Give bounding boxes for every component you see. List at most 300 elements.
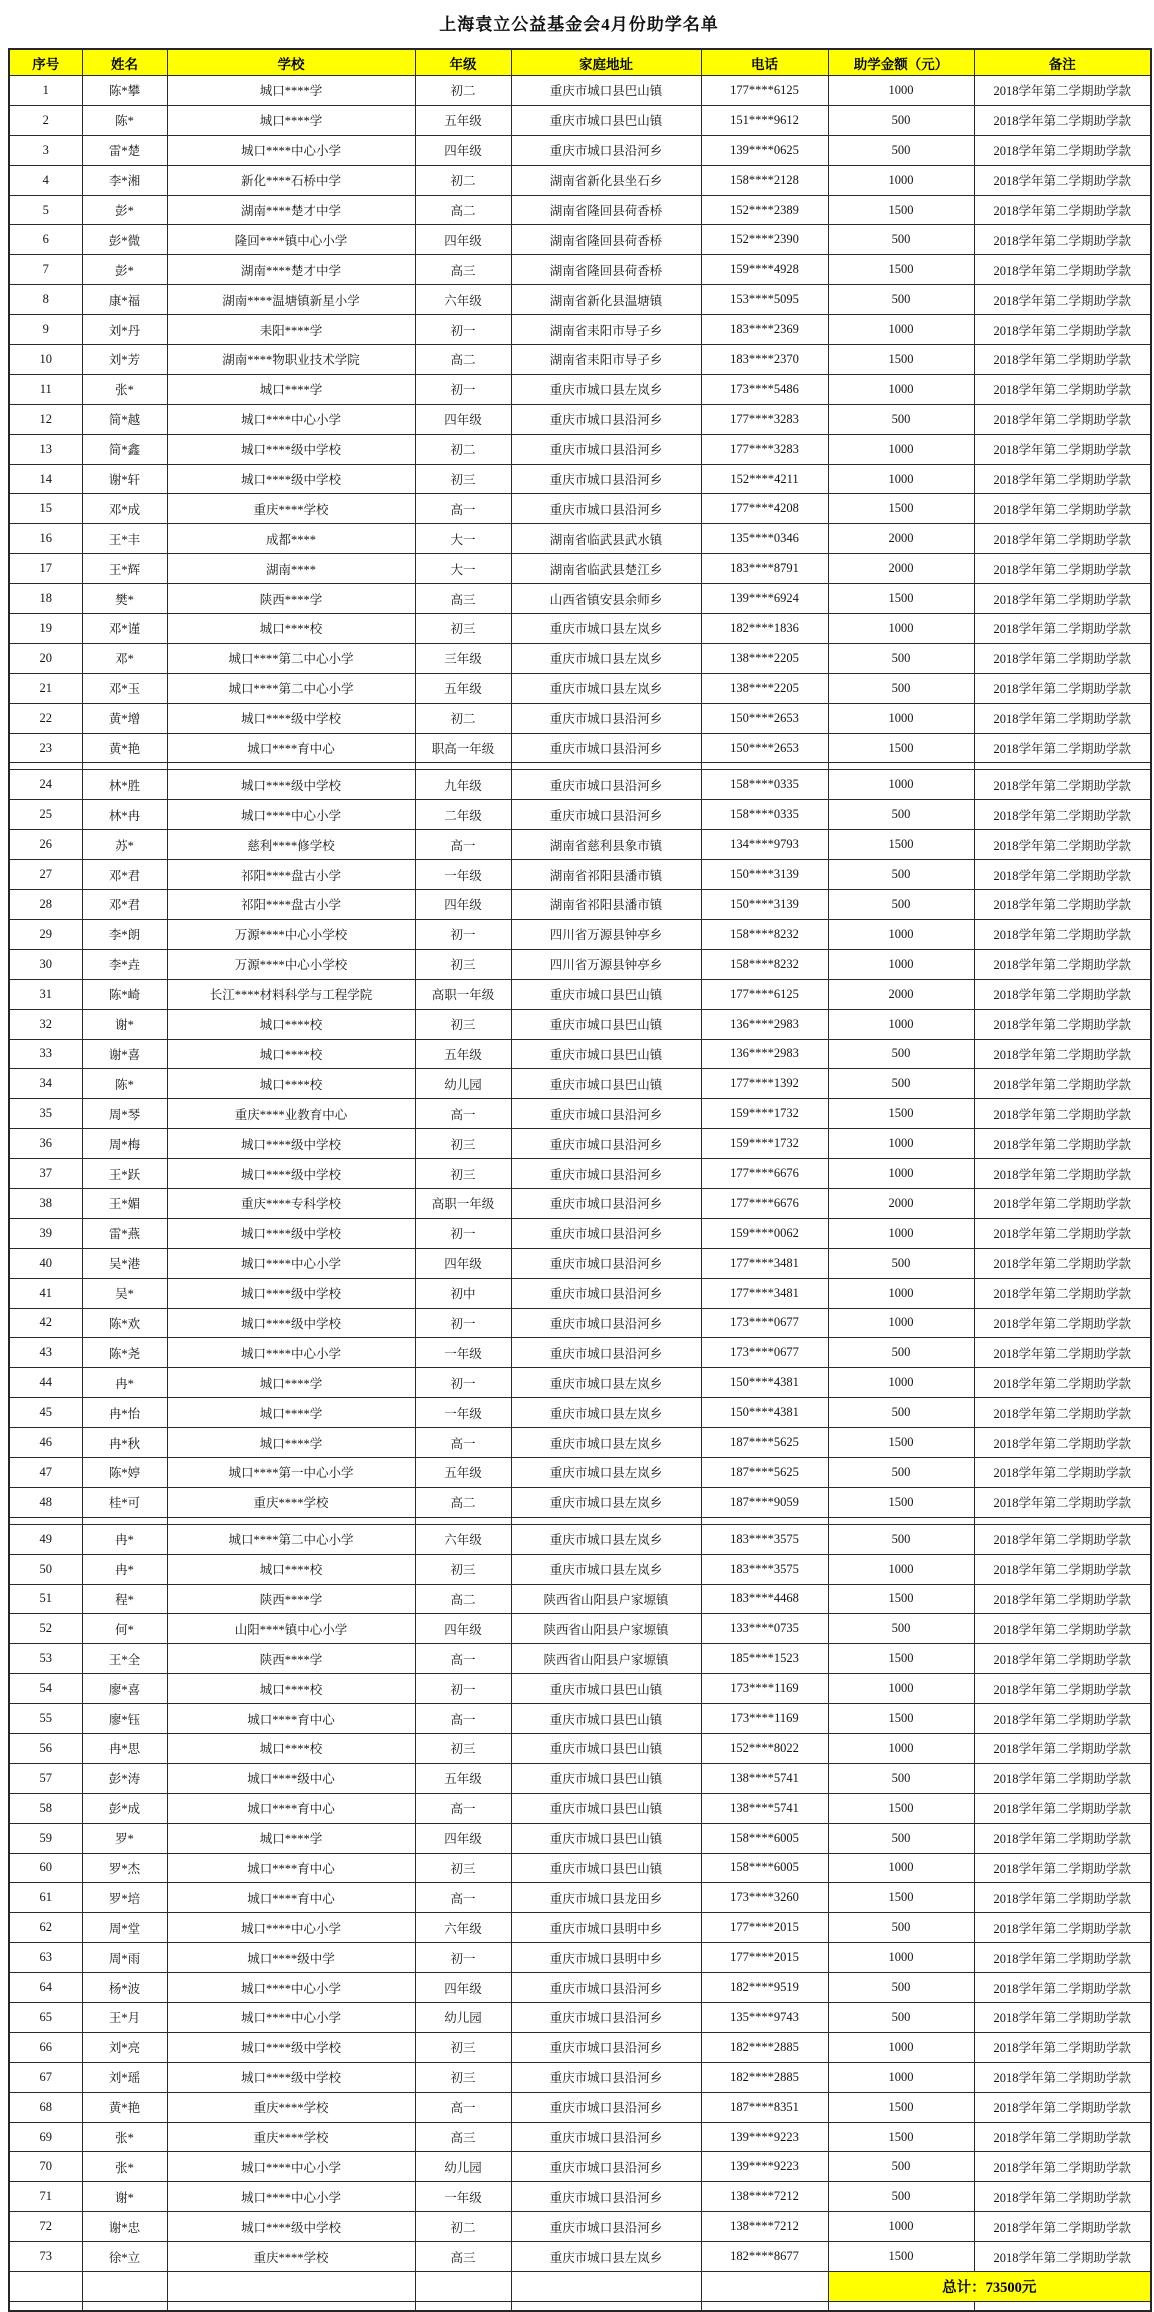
table-row [9, 673, 1151, 703]
cell-address: 重庆市城口县沿河乡 [511, 733, 701, 763]
cell-school: 陕西****学 [167, 1644, 415, 1674]
cell-remark: 2018学年第二学期助学款 [974, 1704, 1151, 1734]
cell-amount: 1500 [828, 2092, 974, 2122]
cell-grade: 五年级 [415, 105, 511, 135]
cell-amount: 500 [828, 225, 974, 255]
cell-phone: 150****3139 [701, 890, 828, 920]
table-row [9, 800, 1151, 830]
cell-grade: 初三 [415, 1853, 511, 1883]
cell-phone: 138****2205 [701, 643, 828, 673]
cell-phone: 187****5625 [701, 1457, 828, 1487]
column-header-school: 学校 [167, 49, 415, 76]
cell-remark: 2018学年第二学期助学款 [974, 315, 1151, 345]
cell-index: 48 [9, 1487, 82, 1517]
cell-index: 18 [9, 584, 82, 614]
table-row [9, 2152, 1151, 2182]
cell-grade: 六年级 [415, 1524, 511, 1554]
cell-address: 湖南省祁阳县潘市镇 [511, 860, 701, 890]
empty-cell [828, 763, 974, 770]
cell-phone: 183****3575 [701, 1554, 828, 1584]
cell-remark: 2018学年第二学期助学款 [974, 733, 1151, 763]
cell-school: 重庆****学校 [167, 2092, 415, 2122]
table-row [9, 979, 1151, 1009]
cell-remark: 2018学年第二学期助学款 [974, 770, 1151, 800]
table-row [9, 2003, 1151, 2033]
cell-grade: 幼儿园 [415, 2152, 511, 2182]
cell-address: 重庆市城口县沿河乡 [511, 135, 701, 165]
table-row [9, 464, 1151, 494]
cell-amount: 500 [828, 105, 974, 135]
cell-name: 陈*婷 [82, 1457, 167, 1487]
cell-amount: 500 [828, 1823, 974, 1853]
cell-index: 49 [9, 1524, 82, 1554]
empty-cell [701, 763, 828, 770]
cell-address: 陕西省山阳县户家塬镇 [511, 1584, 701, 1614]
table-row [9, 1457, 1151, 1487]
cell-name: 周*雨 [82, 1943, 167, 1973]
cell-address: 重庆市城口县沿河乡 [511, 1129, 701, 1159]
cell-amount: 1500 [828, 1883, 974, 1913]
cell-school: 城口****育中心 [167, 1883, 415, 1913]
cell-grade: 四年级 [415, 135, 511, 165]
cell-address: 重庆市城口县巴山镇 [511, 105, 701, 135]
cell-grade: 高一 [415, 1644, 511, 1674]
cell-phone: 177****1392 [701, 1069, 828, 1099]
cell-remark: 2018学年第二学期助学款 [974, 1069, 1151, 1099]
table-row [9, 1614, 1151, 1644]
cell-address: 重庆市城口县巴山镇 [511, 1763, 701, 1793]
cell-remark: 2018学年第二学期助学款 [974, 1733, 1151, 1763]
cell-amount: 500 [828, 1763, 974, 1793]
empty-cell [511, 2272, 701, 2302]
cell-phone: 159****1732 [701, 1099, 828, 1129]
cell-name: 吴* [82, 1278, 167, 1308]
table-row [9, 1644, 1151, 1674]
empty-cell [415, 763, 511, 770]
cell-index: 22 [9, 703, 82, 733]
cell-name: 王*媚 [82, 1188, 167, 1218]
spacer-row [9, 763, 1151, 770]
column-header-remark: 备注 [974, 49, 1151, 76]
table-row [9, 1099, 1151, 1129]
cell-name: 彭* [82, 255, 167, 285]
cell-index: 4 [9, 165, 82, 195]
cell-address: 重庆市城口县沿河乡 [511, 434, 701, 464]
cell-name: 刘*芳 [82, 345, 167, 375]
cell-index: 40 [9, 1248, 82, 1278]
cell-name: 程* [82, 1584, 167, 1614]
cell-grade: 初三 [415, 1159, 511, 1189]
table-row [9, 195, 1151, 225]
cell-remark: 2018学年第二学期助学款 [974, 1554, 1151, 1584]
cell-index: 12 [9, 404, 82, 434]
cell-remark: 2018学年第二学期助学款 [974, 374, 1151, 404]
cell-school: 城口****校 [167, 1069, 415, 1099]
cell-school: 城口****级中学校 [167, 703, 415, 733]
table-row [9, 1159, 1151, 1189]
cell-grade: 初一 [415, 315, 511, 345]
cell-amount: 1000 [828, 2062, 974, 2092]
cell-remark: 2018学年第二学期助学款 [974, 584, 1151, 614]
cell-school: 城口****育中心 [167, 733, 415, 763]
cell-amount: 1500 [828, 195, 974, 225]
cell-index: 47 [9, 1457, 82, 1487]
cell-phone: 150****2653 [701, 703, 828, 733]
cell-school: 城口****级中学校 [167, 464, 415, 494]
cell-address: 陕西省山阳县户家塬镇 [511, 1644, 701, 1674]
cell-phone: 153****5095 [701, 285, 828, 315]
cell-name: 彭*涛 [82, 1763, 167, 1793]
cell-school: 重庆****业教育中心 [167, 1099, 415, 1129]
cell-remark: 2018学年第二学期助学款 [974, 1188, 1151, 1218]
cell-index: 20 [9, 643, 82, 673]
cell-remark: 2018学年第二学期助学款 [974, 1793, 1151, 1823]
cell-school: 城口****第二中心小学 [167, 673, 415, 703]
table-row [9, 860, 1151, 890]
cell-phone: 139****9223 [701, 2122, 828, 2152]
cell-address: 重庆市城口县沿河乡 [511, 1218, 701, 1248]
cell-index: 55 [9, 1704, 82, 1734]
cell-name: 樊* [82, 584, 167, 614]
cell-school: 城口****第二中心小学 [167, 643, 415, 673]
cell-school: 湖南**** [167, 554, 415, 584]
cell-grade: 四年级 [415, 1614, 511, 1644]
cell-amount: 1500 [828, 1487, 974, 1517]
cell-grade: 五年级 [415, 1039, 511, 1069]
cell-index: 35 [9, 1099, 82, 1129]
cell-name: 冉*怡 [82, 1398, 167, 1428]
table-row [9, 643, 1151, 673]
cell-name: 王*全 [82, 1644, 167, 1674]
cell-grade: 四年级 [415, 225, 511, 255]
cell-remark: 2018学年第二学期助学款 [974, 76, 1151, 106]
cell-phone: 138****2205 [701, 673, 828, 703]
cell-amount: 1500 [828, 1644, 974, 1674]
cell-address: 重庆市城口县左岚乡 [511, 1368, 701, 1398]
cell-school: 城口****中心小学 [167, 1913, 415, 1943]
table-row [9, 1823, 1151, 1853]
table-row [9, 2062, 1151, 2092]
cell-phone: 159****4928 [701, 255, 828, 285]
cell-phone: 182****2885 [701, 2062, 828, 2092]
cell-phone: 150****2653 [701, 733, 828, 763]
empty-cell [82, 2272, 167, 2302]
cell-index: 38 [9, 1188, 82, 1218]
cell-address: 重庆市城口县巴山镇 [511, 1674, 701, 1704]
table-row [9, 1674, 1151, 1704]
cell-index: 29 [9, 919, 82, 949]
cell-index: 69 [9, 2122, 82, 2152]
cell-amount: 500 [828, 2003, 974, 2033]
cell-school: 城口****学 [167, 1398, 415, 1428]
cell-phone: 177****3481 [701, 1278, 828, 1308]
cell-name: 李*垚 [82, 949, 167, 979]
cell-grade: 高一 [415, 1704, 511, 1734]
cell-grade: 初三 [415, 614, 511, 644]
cell-amount: 1000 [828, 315, 974, 345]
cell-name: 黄*艳 [82, 2092, 167, 2122]
cell-school: 城口****级中学校 [167, 2032, 415, 2062]
cell-index: 44 [9, 1368, 82, 1398]
cell-remark: 2018学年第二学期助学款 [974, 1524, 1151, 1554]
cell-remark: 2018学年第二学期助学款 [974, 135, 1151, 165]
cell-grade: 初三 [415, 2062, 511, 2092]
cell-amount: 500 [828, 1913, 974, 1943]
cell-remark: 2018学年第二学期助学款 [974, 1338, 1151, 1368]
cell-amount: 1000 [828, 1159, 974, 1189]
cell-amount: 1000 [828, 614, 974, 644]
cell-name: 王*丰 [82, 524, 167, 554]
cell-index: 27 [9, 860, 82, 890]
table-row [9, 1338, 1151, 1368]
table-row [9, 76, 1151, 106]
cell-grade: 初二 [415, 76, 511, 106]
cell-name: 邓*成 [82, 494, 167, 524]
cell-school: 城口****学 [167, 374, 415, 404]
cell-phone: 177****6676 [701, 1188, 828, 1218]
table-row [9, 2242, 1151, 2272]
cell-name: 谢*忠 [82, 2212, 167, 2242]
cell-index: 21 [9, 673, 82, 703]
cell-amount: 1000 [828, 464, 974, 494]
cell-phone: 133****0735 [701, 1614, 828, 1644]
cell-remark: 2018学年第二学期助学款 [974, 643, 1151, 673]
cell-address: 重庆市城口县巴山镇 [511, 1823, 701, 1853]
cell-amount: 1500 [828, 1793, 974, 1823]
cell-school: 长江****材料科学与工程学院 [167, 979, 415, 1009]
cell-grade: 高一 [415, 1428, 511, 1458]
cell-remark: 2018学年第二学期助学款 [974, 1644, 1151, 1674]
cell-index: 9 [9, 315, 82, 345]
cell-index: 33 [9, 1039, 82, 1069]
cell-school: 新化****石桥中学 [167, 165, 415, 195]
cell-address: 湖南省新化县温塘镇 [511, 285, 701, 315]
header-row [9, 49, 1151, 76]
cell-name: 徐*立 [82, 2242, 167, 2272]
cell-remark: 2018学年第二学期助学款 [974, 285, 1151, 315]
cell-grade: 初三 [415, 1129, 511, 1159]
cell-phone: 173****0677 [701, 1308, 828, 1338]
table-row [9, 434, 1151, 464]
cell-school: 城口****中心小学 [167, 2182, 415, 2212]
cell-phone: 177****3283 [701, 434, 828, 464]
cell-name: 刘*瑶 [82, 2062, 167, 2092]
cell-school: 湖南****物职业技术学院 [167, 345, 415, 375]
empty-cell [415, 2272, 511, 2302]
cell-grade: 初一 [415, 1218, 511, 1248]
cell-grade: 四年级 [415, 890, 511, 920]
cell-index: 64 [9, 1973, 82, 2003]
cell-name: 邓* [82, 643, 167, 673]
cell-remark: 2018学年第二学期助学款 [974, 2032, 1151, 2062]
cell-school: 万源****中心小学校 [167, 919, 415, 949]
cell-index: 16 [9, 524, 82, 554]
cell-amount: 500 [828, 1039, 974, 1069]
empty-cell [167, 2302, 415, 2312]
cell-amount: 1000 [828, 1368, 974, 1398]
cell-grade: 职高一年级 [415, 733, 511, 763]
cell-amount: 500 [828, 1973, 974, 2003]
cell-name: 李*朗 [82, 919, 167, 949]
cell-school: 城口****第二中心小学 [167, 1524, 415, 1554]
cell-grade: 初一 [415, 374, 511, 404]
cell-grade: 初中 [415, 1278, 511, 1308]
cell-phone: 173****1169 [701, 1674, 828, 1704]
cell-school: 城口****中心小学 [167, 800, 415, 830]
cell-amount: 1000 [828, 1009, 974, 1039]
cell-phone: 139****9223 [701, 2152, 828, 2182]
cell-amount: 500 [828, 673, 974, 703]
cell-remark: 2018学年第二学期助学款 [974, 1099, 1151, 1129]
cell-remark: 2018学年第二学期助学款 [974, 1883, 1151, 1913]
cell-address: 陕西省山阳县户家塬镇 [511, 1614, 701, 1644]
cell-school: 城口****学 [167, 1823, 415, 1853]
cell-address: 重庆市城口县巴山镇 [511, 1793, 701, 1823]
table-row [9, 345, 1151, 375]
empty-cell [415, 1517, 511, 1524]
cell-address: 重庆市城口县左岚乡 [511, 1457, 701, 1487]
cell-remark: 2018学年第二学期助学款 [974, 195, 1151, 225]
cell-index: 8 [9, 285, 82, 315]
cell-index: 31 [9, 979, 82, 1009]
cell-amount: 500 [828, 1398, 974, 1428]
cell-grade: 高一 [415, 1099, 511, 1129]
cell-address: 重庆市城口县左岚乡 [511, 1554, 701, 1584]
cell-address: 重庆市城口县巴山镇 [511, 1069, 701, 1099]
cell-address: 重庆市城口县左岚乡 [511, 614, 701, 644]
cell-name: 何* [82, 1614, 167, 1644]
cell-amount: 1500 [828, 1428, 974, 1458]
student-aid-table [8, 48, 1152, 2312]
cell-phone: 183****2370 [701, 345, 828, 375]
cell-name: 张* [82, 2122, 167, 2152]
cell-remark: 2018学年第二学期助学款 [974, 494, 1151, 524]
cell-amount: 500 [828, 890, 974, 920]
cell-name: 王*月 [82, 2003, 167, 2033]
cell-remark: 2018学年第二学期助学款 [974, 890, 1151, 920]
cell-grade: 高二 [415, 1584, 511, 1614]
cell-phone: 173****3260 [701, 1883, 828, 1913]
cell-phone: 187****5625 [701, 1428, 828, 1458]
cell-index: 62 [9, 1913, 82, 1943]
cell-grade: 一年级 [415, 1338, 511, 1368]
cell-name: 罗*杰 [82, 1853, 167, 1883]
table-row [9, 1973, 1151, 2003]
cell-index: 14 [9, 464, 82, 494]
cell-remark: 2018学年第二学期助学款 [974, 949, 1151, 979]
cell-name: 张* [82, 374, 167, 404]
cell-remark: 2018学年第二学期助学款 [974, 2062, 1151, 2092]
cell-grade: 一年级 [415, 860, 511, 890]
cell-phone: 173****1169 [701, 1704, 828, 1734]
cell-index: 10 [9, 345, 82, 375]
cell-address: 重庆市城口县巴山镇 [511, 1704, 701, 1734]
table-row [9, 1069, 1151, 1099]
cell-grade: 一年级 [415, 2182, 511, 2212]
cell-school: 城口****学 [167, 1368, 415, 1398]
cell-amount: 1500 [828, 2242, 974, 2272]
cell-amount: 1000 [828, 1943, 974, 1973]
cell-name: 陈*攀 [82, 76, 167, 106]
cell-school: 重庆****学校 [167, 2122, 415, 2152]
cell-name: 冉* [82, 1524, 167, 1554]
cell-phone: 134****9793 [701, 830, 828, 860]
cell-index: 25 [9, 800, 82, 830]
cell-grade: 九年级 [415, 770, 511, 800]
cell-grade: 初二 [415, 165, 511, 195]
cell-address: 重庆市城口县沿河乡 [511, 464, 701, 494]
cell-address: 四川省万源县钟亭乡 [511, 949, 701, 979]
cell-grade: 高三 [415, 584, 511, 614]
cell-phone: 138****7212 [701, 2212, 828, 2242]
cell-grade: 初三 [415, 2032, 511, 2062]
cell-address: 重庆市城口县沿河乡 [511, 1248, 701, 1278]
bottom-partial-row [9, 2302, 1151, 2312]
table-row [9, 524, 1151, 554]
cell-phone: 152****2390 [701, 225, 828, 255]
cell-school: 城口****第一中心小学 [167, 1457, 415, 1487]
cell-address: 重庆市城口县左岚乡 [511, 1428, 701, 1458]
cell-phone: 177****3481 [701, 1248, 828, 1278]
cell-index: 43 [9, 1338, 82, 1368]
empty-cell [82, 1517, 167, 1524]
cell-name: 谢* [82, 2182, 167, 2212]
cell-remark: 2018学年第二学期助学款 [974, 105, 1151, 135]
table-row [9, 890, 1151, 920]
cell-index: 54 [9, 1674, 82, 1704]
cell-grade: 大一 [415, 554, 511, 584]
cell-grade: 高三 [415, 2242, 511, 2272]
cell-grade: 初一 [415, 919, 511, 949]
cell-phone: 182****1836 [701, 614, 828, 644]
cell-name: 李*湘 [82, 165, 167, 195]
cell-school: 城口****校 [167, 1674, 415, 1704]
cell-amount: 500 [828, 860, 974, 890]
cell-amount: 1500 [828, 830, 974, 860]
cell-school: 城口****校 [167, 1733, 415, 1763]
cell-amount: 1000 [828, 2032, 974, 2062]
cell-phone: 158****8232 [701, 949, 828, 979]
cell-grade: 初一 [415, 1674, 511, 1704]
cell-address: 重庆市城口县左岚乡 [511, 374, 701, 404]
cell-name: 张* [82, 2152, 167, 2182]
cell-phone: 135****9743 [701, 2003, 828, 2033]
cell-name: 苏* [82, 830, 167, 860]
cell-index: 26 [9, 830, 82, 860]
empty-cell [974, 2302, 1151, 2312]
cell-address: 重庆市城口县沿河乡 [511, 1338, 701, 1368]
cell-remark: 2018学年第二学期助学款 [974, 2122, 1151, 2152]
cell-phone: 150****4381 [701, 1398, 828, 1428]
cell-address: 重庆市城口县龙田乡 [511, 1883, 701, 1913]
cell-amount: 1500 [828, 345, 974, 375]
cell-school: 城口****校 [167, 1009, 415, 1039]
cell-grade: 初三 [415, 464, 511, 494]
spacer-row [9, 1517, 1151, 1524]
cell-grade: 初一 [415, 1308, 511, 1338]
cell-name: 谢*喜 [82, 1039, 167, 1069]
cell-phone: 177****4208 [701, 494, 828, 524]
table-row [9, 1763, 1151, 1793]
table-row [9, 1278, 1151, 1308]
cell-phone: 159****1732 [701, 1129, 828, 1159]
cell-school: 城口****中心小学 [167, 2152, 415, 2182]
cell-index: 67 [9, 2062, 82, 2092]
cell-phone: 177****6125 [701, 76, 828, 106]
cell-name: 黄*艳 [82, 733, 167, 763]
cell-phone: 152****8022 [701, 1733, 828, 1763]
cell-address: 重庆市城口县沿河乡 [511, 2003, 701, 2033]
